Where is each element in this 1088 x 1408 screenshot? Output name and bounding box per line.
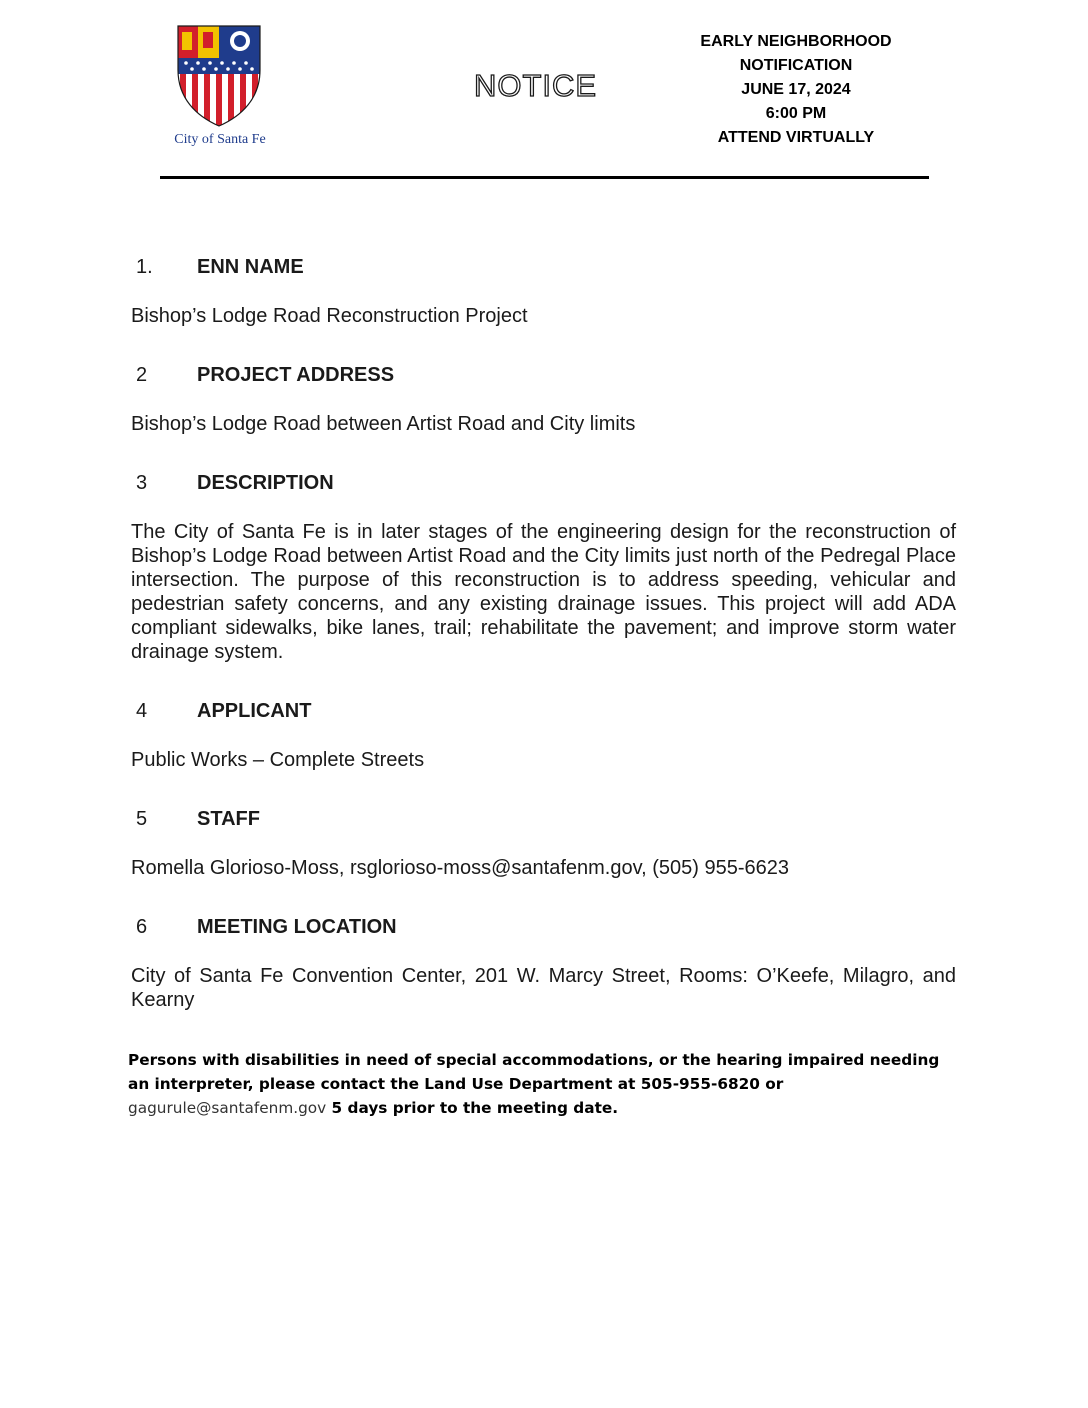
section-staff: [131, 808, 956, 880]
section-number: 5: [136, 808, 148, 830]
section-body: Romella Glorioso-Moss, rsglorioso-moss@santafenm.gov, (505) 955-6623: [131, 857, 789, 879]
section-enn-name: [131, 256, 956, 328]
accessibility-notice: [128, 1048, 948, 1120]
header-divider: [160, 176, 929, 179]
contact-email-link[interactable]: gagurule@santafenm.gov: [128, 1099, 327, 1117]
section-body: Public Works – Complete Streets: [131, 749, 425, 771]
section-project-address: [131, 364, 956, 436]
section-body: The City of Santa Fe is in later stages of the engineering design for the reconstruction of Bishop’s Lodge Road between Artist Road and the City limits just north of the Pedregal Place intersection. The purpose of this reconstruction is to address speeding, vehicular and pedestrian safety concerns, and any existing drainage issues. This project will add ADA compliant sidewalks, bike lanes, trail; rehabilitate the pavement; and improve storm water drainage system.: [131, 521, 956, 663]
section-body: Bishop’s Lodge Road between Artist Road and City limits: [131, 413, 636, 435]
section-number: 1.: [136, 256, 153, 278]
section-heading: STAFF: [197, 808, 260, 830]
city-name-caption: City of Santa Fe: [174, 132, 266, 147]
section-heading: DESCRIPTION: [197, 472, 334, 494]
section-number: 2: [136, 364, 148, 386]
section-heading: APPLICANT: [197, 700, 312, 722]
accessibility-notice-text: Persons with disabilities in need of special accommodations, or the hearing impaired needing an interpreter, please contact the Land Use Department at 505-955-6820 or: [128, 1051, 940, 1093]
section-meeting-location: [131, 916, 956, 1012]
section-applicant: [131, 700, 956, 772]
section-number: 3: [136, 472, 148, 494]
section-heading: PROJECT ADDRESS: [197, 364, 395, 386]
section-heading: ENN NAME: [197, 256, 304, 278]
section-body: City of Santa Fe Convention Center, 201 W. Marcy Street, Rooms: O’Keefe, Milagro, and Kearny: [131, 965, 956, 1011]
meeting-info-date: JUNE 17, 2024: [741, 81, 851, 98]
accessibility-notice-text-end: 5 days prior to the meeting date.: [326, 1099, 619, 1117]
section-description: [131, 472, 956, 664]
section-heading: MEETING LOCATION: [197, 916, 397, 938]
shield-icon: [176, 24, 262, 128]
meeting-info-line: NOTIFICATION: [739, 57, 853, 74]
meeting-info-time: 6:00 PM: [765, 105, 827, 122]
city-seal-logo: [158, 24, 282, 152]
meeting-info-line: EARLY NEIGHBORHOOD: [700, 33, 892, 50]
section-body: Bishop’s Lodge Road Reconstruction Project: [131, 305, 528, 327]
section-number: 6: [136, 916, 148, 938]
notice-title: NOTICE: [474, 68, 598, 103]
section-number: 4: [136, 700, 148, 722]
meeting-info-attendance: ATTEND VIRTUALLY: [717, 129, 875, 146]
meeting-info-block: [666, 30, 926, 150]
